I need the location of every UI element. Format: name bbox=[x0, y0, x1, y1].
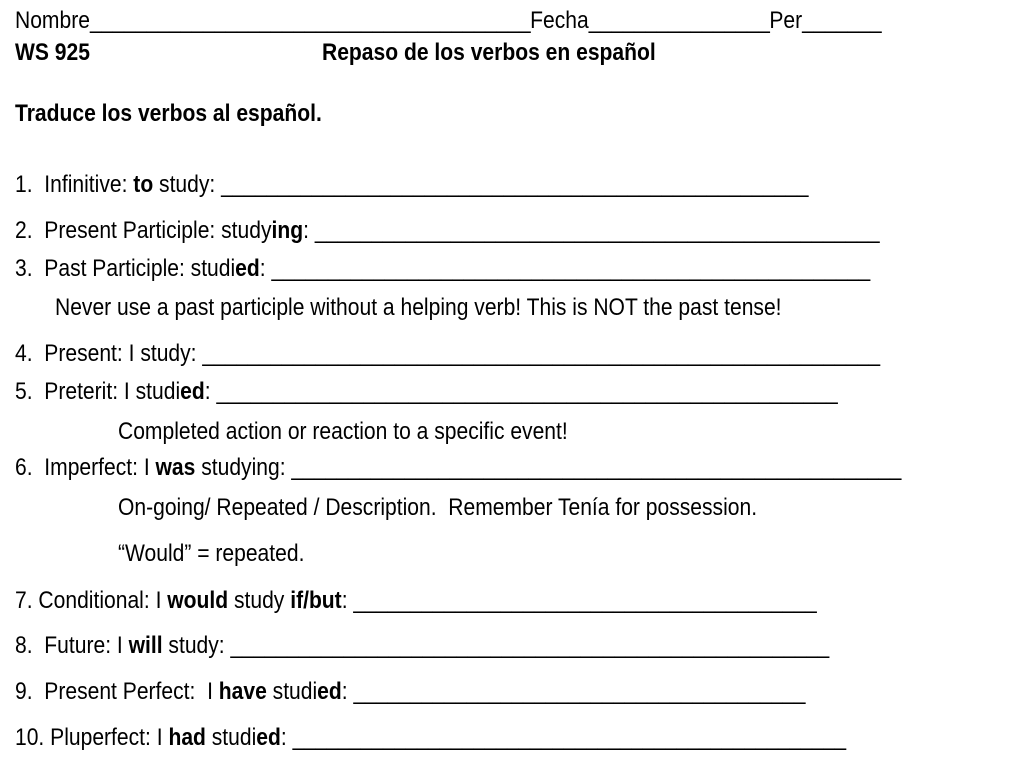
imperfect-note: On-going/ Repeated / Description. Remember Tenía for possession. bbox=[118, 494, 758, 521]
item-number: 4. bbox=[15, 340, 33, 367]
fecha-field[interactable]: ________________ bbox=[588, 7, 770, 34]
past-participle-note: Never use a past participle without a helping verb! This is NOT the past tense! bbox=[55, 294, 782, 321]
item-number: 6. bbox=[15, 454, 33, 481]
list-item: 10. Pluperfect: I had studied: _________________________________________________ bbox=[15, 724, 846, 751]
answer-blank[interactable]: ____________________________________________________ bbox=[221, 171, 809, 198]
list-item: 2. Present Participle: studying: __________________________________________________ bbox=[15, 217, 880, 244]
instructions: Traduce los verbos al español. bbox=[15, 100, 322, 127]
answer-blank[interactable]: _________________________________________________ bbox=[292, 724, 846, 751]
item-number: 7. bbox=[15, 587, 33, 614]
per-label: Per bbox=[769, 7, 803, 34]
answer-blank[interactable]: _______________________________________________________ bbox=[216, 378, 838, 405]
answer-blank[interactable]: __________________________________________________ bbox=[314, 217, 880, 244]
list-item: 1. Infinitive: to study: ____________________________________________________ bbox=[15, 171, 809, 198]
list-item: 6. Imperfect: I was studying: ______________________________________________________ bbox=[15, 454, 901, 481]
answer-blank[interactable]: _________________________________________ bbox=[353, 587, 817, 614]
worksheet-title: Repaso de los verbos en español bbox=[322, 39, 656, 66]
fecha-label: Fecha bbox=[530, 7, 589, 34]
answer-blank[interactable]: ________________________________________ bbox=[353, 678, 806, 705]
list-item: 7. Conditional: I would study if/but: _________________________________________ bbox=[15, 587, 817, 614]
list-item: 3. Past Participle: studied: _____________________________________________________ bbox=[15, 255, 870, 282]
answer-blank[interactable]: _____________________________________________________ bbox=[271, 255, 870, 282]
nombre-label: Nombre bbox=[15, 7, 90, 34]
worksheet-code: WS 925 bbox=[15, 39, 90, 66]
item-number: 8. bbox=[15, 632, 33, 659]
answer-blank[interactable]: ____________________________________________________________ bbox=[202, 340, 880, 367]
nombre-field[interactable]: _______________________________________ bbox=[89, 7, 531, 34]
item-number: 1. bbox=[15, 171, 33, 198]
per-field[interactable]: _______ bbox=[802, 7, 882, 34]
preterit-note: Completed action or reaction to a specific event! bbox=[118, 418, 568, 445]
list-item: 8. Future: I will study: _____________________________________________________ bbox=[15, 632, 829, 659]
answer-blank[interactable]: ______________________________________________________ bbox=[291, 454, 901, 481]
item-number: 3. bbox=[15, 255, 33, 282]
item-number: 2. bbox=[15, 217, 33, 244]
list-item: 9. Present Perfect: I have studied: ________________________________________ bbox=[15, 678, 806, 705]
item-number: 10. bbox=[15, 724, 45, 751]
list-item: 4. Present: I study: ____________________________________________________________ bbox=[15, 340, 880, 367]
header-line bbox=[15, 6, 883, 36]
imperfect-would-note: “Would” = repeated. bbox=[118, 540, 305, 567]
answer-blank[interactable]: _____________________________________________________ bbox=[230, 632, 829, 659]
item-number: 5. bbox=[15, 378, 33, 405]
item-number: 9. bbox=[15, 678, 33, 705]
list-item: 5. Preterit: I studied: _______________________________________________________ bbox=[15, 378, 838, 405]
